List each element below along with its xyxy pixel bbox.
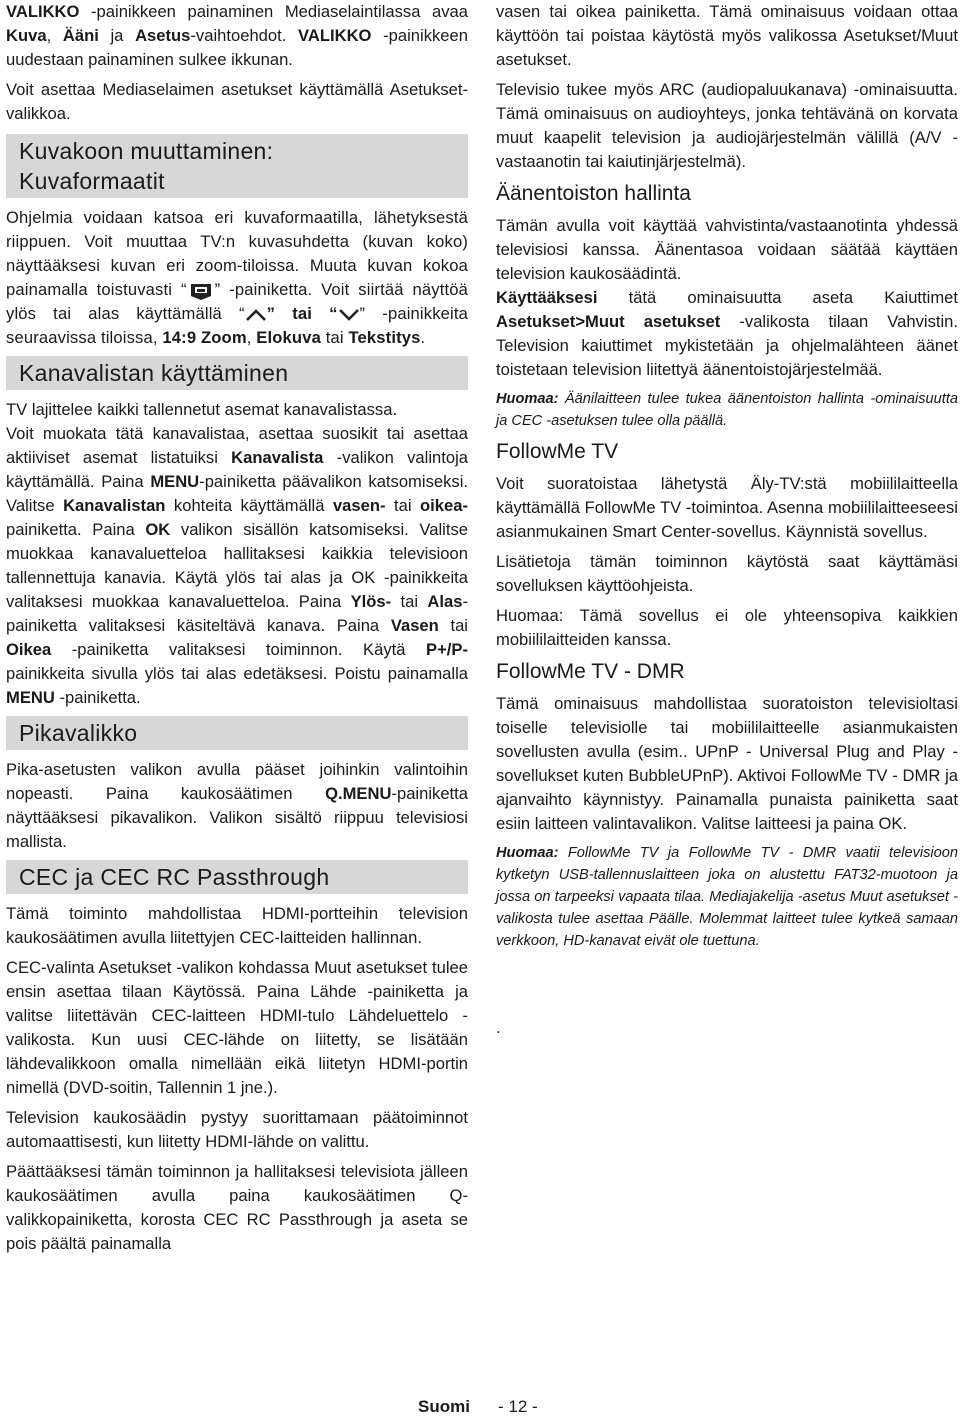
footer-language: Suomi — [418, 1397, 470, 1416]
text-run: -valikosta tilaan Vahvistin. Television kaiuttimet mykistetään ja ohjelmalähteen äänet toistetaan television liitettyä äänentoistojärjestelmää. — [496, 312, 959, 379]
mode-name: Elokuva — [256, 328, 321, 347]
text-run: kohteita käyttämällä — [165, 496, 333, 515]
cec-paragraph-1: Tämä toiminto mahdollistaa HDMI-portteihin television kaukosäätimen avulla liitettyjen CEC-laitteiden hallinnan. — [6, 904, 468, 947]
text-run: P+/P- — [426, 640, 468, 659]
text-run: OK — [145, 520, 171, 539]
text-run: Käyttääksesi — [496, 288, 598, 307]
text-run: -painiketta näyttääksesi pikavalikon. Valikon sisältö riippuu televisiosi mallista. — [6, 784, 468, 851]
followme-paragraph-2: Lisätietoja tämän toiminnon käytöstä saat käyttämäsi sovelluksen käyttöohjeista. — [496, 552, 958, 595]
text-run: tätä ominaisuutta aseta Kaiuttimet — [597, 288, 958, 307]
cec-paragraph-2: CEC-valinta Asetukset -valikon kohdassa Muut asetukset tulee ensin asettaa tilaan Käytössä. Paina Lähde -painiketta ja valitse liitettävän CEC-laitteen HDMI-tulo Lähdeluettelo -valikosta. Kun uusi CEC-lähde on liitetty, se lisätään lähdevalikkoon omalla nimellään eikä liitetyn HDMI-portin nimellä (DVD-soitin, Tallennin 1 jne.). — [6, 958, 468, 1097]
left-column — [6, 0, 468, 1262]
cec-paragraph-4: Päättääksesi tämän toiminnon ja hallitaksesi televisiota jälleen kaukosäätimen avulla paina kaukosäätimen Q-valikkopainiketta, korosta CEC RC Passthrough ja aseta se pois päältä painamalla — [6, 1162, 468, 1253]
mode-name: 14:9 Zoom — [162, 328, 247, 347]
pikavalikko-paragraph — [6, 758, 468, 854]
text-run: Kanavalista — [231, 448, 324, 467]
note-text: Äänilaitteen tulee tukea äänentoiston hallinta -ominaisuutta ja CEC -asetuksen tulee olla päällä. — [496, 391, 958, 429]
heading-line: Kuvaformaatit — [19, 168, 165, 194]
text-run: Oikea — [6, 640, 52, 659]
heading-followme: FollowMe TV — [496, 440, 619, 463]
text-run: Kuva — [6, 26, 47, 45]
aanentoisto-note — [496, 388, 958, 432]
text-run: tai — [385, 496, 421, 515]
text-run: ” -painikkeita seuraavissa tiloissa, — [6, 304, 469, 347]
up-arrow-icon — [245, 309, 267, 321]
followme-dmr-paragraph: Tämä ominaisuus mahdollistaa suoratoiston televisioltasi toiselle televisiolle tai mobiililaitteelle asianmukaisten sovellusten avulla (esim.. UPnP - Universal Plug and Play - sovellukset kuten BubbleUPnP). Aktivoi FollowMe TV - DMR ja ajanvaihto käynnistyy. Painamalla punaista painiketta saat esiin laitteen valintavalikon. Valitse laitteesi ja paina OK. — [496, 694, 958, 833]
text-run: -painikkeen painaminen Mediaselaintilassa avaa — [79, 2, 468, 21]
text-run: ” -painiketta. Voit siirtää näyttöä ylös tai alas käyttämällä “ — [6, 280, 468, 323]
text-run: -painiketta valitaksesi käsiteltävä kanava. Paina — [6, 592, 468, 635]
zoom-button-icon — [187, 281, 215, 301]
text-run: , — [246, 328, 257, 347]
followme-paragraph-1: Voit suoratoistaa lähetystä Äly-TV:stä mobiililaitteella käyttämällä FollowMe TV -toimintoa. Asenna mobiililaitteeseesi asianmukainen Smart Center-sovellus. Käynnistä sovellus. — [496, 474, 958, 541]
heading-aanentoisto: Äänentoiston hallinta — [496, 182, 691, 205]
text-run: Alas — [427, 592, 463, 611]
note-label: Huomaa: — [496, 391, 559, 407]
menu-key: VALIKKO — [6, 2, 80, 21]
trailing-dot: . — [496, 1018, 501, 1037]
note-text: FollowMe TV ja FollowMe TV - DMR vaatii televisioon kytketyn USB-tallennuslaitteen joka on alustettu FAT32-muotoon ja jossa on tarpeeksi vapaata tilaa. Mediajakelija -asetus Muut asetukset -valikosta tulee asettaa Päälle. Molemmat laitteet tulee kytkeä samaan verkkoon, HD-kanavat eivät ole tuettuna. — [496, 845, 958, 949]
text-run: ja — [98, 26, 136, 45]
heading-kuvakoko — [6, 134, 468, 198]
aanentoisto-paragraph-2 — [496, 286, 958, 382]
text-run: tai — [320, 328, 349, 347]
text-run: Asetukset>Muut asetukset — [496, 312, 721, 331]
heading-followme-dmr: FollowMe TV - DMR — [496, 660, 685, 683]
arc-paragraph: Televisio tukee myös ARC (audiopaluukanava) -ominaisuutta. Tämä ominaisuus on audioyhteys, jonka tehtävänä on korvata muut kaapelit television ja audiojärjestelmän välillä (A/V -vastaanotin tai kaiutinjärjestelmä). — [496, 80, 958, 171]
kanavalista-paragraph-2 — [6, 422, 468, 710]
cec-paragraph-3: Television kaukosäädin pystyy suorittamaan päätoiminnot automaattisesti, kun liitetty HDMI-lähde on valittu. — [6, 1108, 468, 1151]
text-run: -vaihtoehdot. — [190, 26, 299, 45]
text-run: -painiketta valitaksesi toiminnon. Käytä — [51, 640, 427, 659]
text-run: ” tai “ — [266, 304, 338, 323]
text-run: -painiketta päävalikon katsomiseksi. Valitse — [6, 472, 468, 515]
text-run: painikkeita sivulla ylös tai alas edetäksesi. Poistu painamalla — [6, 664, 468, 683]
text-run: -painiketta. — [54, 688, 141, 707]
note-label: Huomaa: — [496, 845, 559, 861]
text-run: Vasen — [390, 616, 439, 635]
heading-kanavalista: Kanavalistan käyttäminen — [6, 356, 468, 390]
heading-pikavalikko: Pikavalikko — [6, 716, 468, 750]
text-run: Voit muokata tätä kanavalistaa, asettaa suosikit tai asettaa aktiiviset asemat listatuiksi — [6, 424, 468, 467]
text-run: Ääni — [62, 26, 99, 45]
right-column — [496, 0, 958, 1046]
mode-name: Tekstitys — [348, 328, 421, 347]
text-run: Kanavalistan — [63, 496, 166, 515]
text-run: Q.MENU — [325, 784, 392, 803]
text-run: MENU — [6, 688, 55, 707]
intro-paragraph-2: Voit asettaa Mediaselaimen asetukset käyttämällä Asetukset-valikkoa. — [6, 80, 468, 123]
text-run: Asetus — [135, 26, 191, 45]
text-run: Pika-asetusten valikon avulla pääset joihinkin valintoihin nopeasti. Paina kaukosäätimen — [6, 760, 468, 803]
text-run: vasen- — [332, 496, 386, 515]
text-run: Ylös- — [350, 592, 392, 611]
heading-line: Kuvakoon muuttaminen: — [19, 138, 274, 164]
text-run: Muuta kuvan kokoa painamalla toistuvasti “ — [6, 256, 468, 299]
text-run: painiketta. Paina — [6, 520, 146, 539]
text-run: tai — [438, 616, 468, 635]
text-run: -valikon valintoja käyttämällä. Paina — [6, 448, 468, 491]
kanavalista-paragraph-1: TV lajittelee kaikki tallennetut asemat kanavalistassa. — [6, 400, 398, 419]
followme-dmr-note — [496, 842, 958, 952]
text-run: Ohjelmia voidaan katsoa eri kuvaformaatilla, lähetyksestä riippuen. Voit muuttaa TV:n kuvasuhdetta (kuvan koko) näyttääksesi kuvan eri zoom-tiloissa. — [6, 208, 468, 275]
followme-paragraph-3: Huomaa: Tämä sovellus ei ole yhteensopiva kaikkien mobiililaitteiden kanssa. — [496, 606, 958, 649]
heading-cec: CEC ja CEC RC Passthrough — [6, 860, 468, 894]
text-run: oikea- — [420, 496, 469, 515]
text-run: tai — [391, 592, 428, 611]
text-run: MENU — [150, 472, 200, 491]
text-run: valikon sisällön katsomiseksi. Valitse muokkaa kanavaluetteloa hallitaksesi kaikkia televisioon tallennettuja kanavia. Käytä ylös tai alas ja OK -painikkeita valitaksesi muokkaa kanavaluetteloa. Paina — [6, 520, 468, 611]
page-number: - 12 - — [498, 1397, 538, 1416]
text-run: VALIKKO — [298, 26, 372, 45]
intro-paragraph — [6, 0, 468, 72]
aanentoisto-paragraph-1: Tämän avulla voit käyttää vahvistinta/vastaanotinta yhdessä televisiosi kanssa. Äänentasoa voidaan säätää käyttäen television kaukosäädintä. — [496, 216, 958, 283]
text-run: -painikkeen uudestaan painaminen sulkee ikkunan. — [6, 26, 468, 69]
text-run: , — [46, 26, 63, 45]
text-run: . — [420, 328, 426, 347]
kuvakoko-paragraph — [6, 206, 468, 350]
continued-paragraph: vasen tai oikea painiketta. Tämä ominaisuus voidaan ottaa käyttöön tai poistaa käytöstä myös valikossa Asetukset/Muut asetukset. — [496, 2, 958, 69]
down-arrow-icon — [338, 309, 360, 321]
